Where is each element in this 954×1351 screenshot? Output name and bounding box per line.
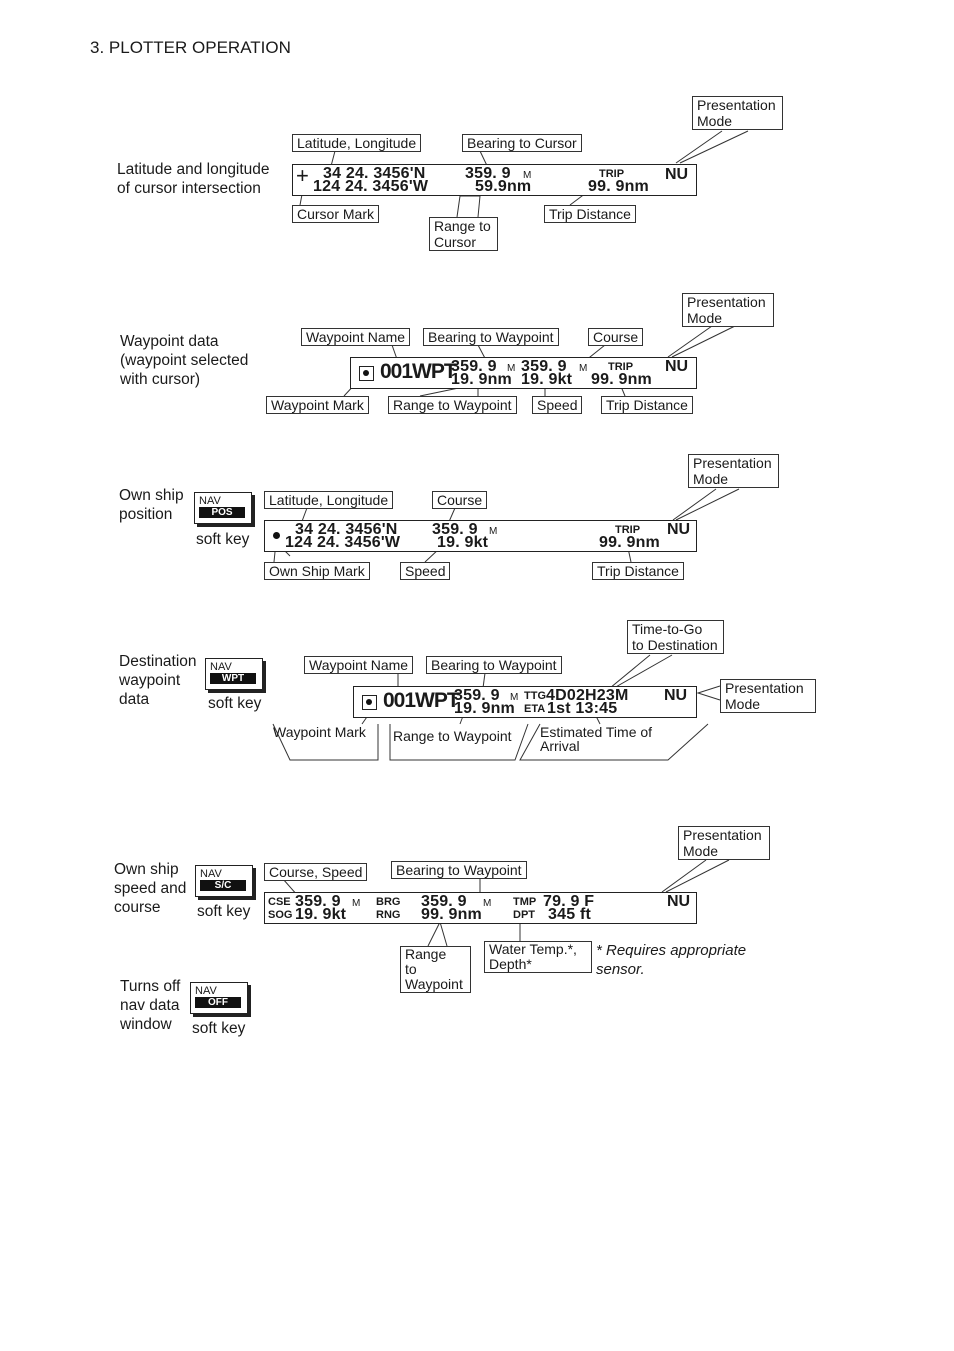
section3-description: Own ship position: [119, 487, 184, 523]
section5-description: Own ship speed and course: [114, 861, 187, 916]
cse-label: CSE: [268, 896, 291, 908]
course-unit: M: [352, 898, 361, 909]
callout-estimated-time-of-arrival: Estimated Time of Arrival: [540, 724, 653, 754]
nav-sc-soft-key[interactable]: [195, 865, 253, 897]
presentation-mode-value: NU: [667, 521, 691, 538]
tmp-label: TMP: [513, 896, 537, 908]
callout-latitude-longitude: Latitude, Longitude: [292, 134, 421, 152]
bearing-value: 359. 9: [421, 893, 467, 910]
callout-presentation-mode: Presentation Mode: [688, 454, 779, 488]
section1-description: Latitude and longitude of cursor intersection: [117, 161, 270, 197]
own-ship-latitude: 34 24. 3456'N: [295, 521, 398, 538]
nav-pos-soft-key[interactable]: [194, 492, 252, 524]
section4-description: Destination waypoint data: [119, 653, 197, 708]
cursor-longitude: 124 24. 3456'W: [313, 178, 429, 195]
sensor-note: * Requires appropriate sensor.: [596, 942, 747, 978]
callout-waypoint-mark: Waypoint Mark: [273, 724, 366, 740]
bearing-unit: M: [507, 363, 516, 374]
trip-value: 99. 9nm: [591, 371, 652, 388]
cursor-latitude: 34 24. 3456'N: [323, 165, 426, 182]
eta-label: ETA: [524, 703, 546, 715]
soft-key-caption: soft key: [192, 1020, 246, 1037]
callout-presentation-mode: Presentation Mode: [692, 96, 783, 130]
course-value: 359. 9: [432, 521, 478, 538]
nav-window-cursor: [292, 164, 697, 196]
callout-water-temp-depth: Water Temp.*, Depth*: [484, 941, 592, 973]
range-value: 19. 9nm: [454, 700, 515, 717]
callout-waypoint-name: Waypoint Name: [304, 656, 413, 674]
waypoint-mark-icon: [359, 366, 374, 381]
callout-waypoint-name: Waypoint Name: [301, 328, 410, 346]
eta-value: 1st 13:45: [547, 700, 618, 717]
callout-range-to-waypoint: Range to Waypoint: [388, 396, 517, 414]
callout-bearing-to-waypoint: Bearing to Waypoint: [423, 328, 559, 346]
trip-label: TRIP: [599, 168, 625, 180]
callout-range-to-cursor: Range to Cursor: [429, 217, 498, 251]
nav-window-speed-course: [264, 892, 697, 924]
course-unit: M: [489, 526, 498, 537]
callout-latitude-longitude: Latitude, Longitude: [264, 491, 393, 509]
bearing-unit: M: [483, 898, 492, 909]
presentation-mode-value: NU: [664, 687, 688, 704]
bearing-unit: M: [523, 170, 532, 181]
soft-key-caption: soft key: [196, 531, 250, 548]
course-unit: M: [579, 363, 588, 374]
course-value: 359. 9: [295, 893, 341, 910]
range-value: 99. 9nm: [421, 906, 482, 923]
speed-value: 19. 9kt: [521, 371, 573, 388]
own-ship-mark-icon: [273, 532, 280, 539]
soft-key-caption: soft key: [197, 903, 251, 920]
rng-label: RNG: [376, 909, 401, 921]
soft-key-bottom-label: POS: [199, 507, 245, 518]
callout-bearing-to-waypoint: Bearing to Waypoint: [426, 656, 562, 674]
trip-value: 99. 9nm: [599, 534, 660, 551]
bearing-value: 359. 9: [451, 358, 497, 375]
callout-course: Course: [432, 491, 487, 509]
callout-bearing-to-waypoint: Bearing to Waypoint: [391, 861, 527, 879]
callout-range-to-waypoint: Range to Waypoint: [393, 728, 512, 744]
callout-course-speed: Course, Speed: [264, 863, 367, 881]
callout-trip-distance: Trip Distance: [544, 205, 636, 223]
trip-label: TRIP: [608, 361, 634, 373]
nav-window-own-ship: [264, 520, 697, 552]
bearing-value: 359. 9: [465, 165, 511, 182]
soft-key-top-label: NAV: [200, 868, 222, 880]
nav-wpt-soft-key[interactable]: [205, 658, 263, 690]
page-header: 3. PLOTTER OPERATION: [90, 38, 291, 57]
cursor-mark-icon: +: [296, 163, 309, 188]
callout-cursor-mark: Cursor Mark: [292, 205, 379, 223]
trip-value: 99. 9nm: [588, 178, 649, 195]
callout-trip-distance: Trip Distance: [601, 396, 693, 414]
callout-range-to-waypoint: Range to Waypoint: [400, 946, 471, 993]
soft-key-bottom-label: WPT: [210, 673, 256, 684]
soft-key-bottom-label: OFF: [195, 997, 241, 1008]
ttg-value: 4D02H23M: [546, 687, 629, 704]
water-temp-value: 79. 9 F: [543, 893, 595, 910]
soft-key-top-label: NAV: [210, 661, 232, 673]
section6-description: Turns off nav data window: [120, 978, 181, 1033]
course-value: 359. 9: [521, 358, 567, 375]
section2-description: Waypoint data (waypoint selected with cursor): [120, 333, 249, 388]
waypoint-name: 001WPT: [380, 360, 456, 383]
waypoint-mark-icon: [362, 695, 377, 710]
soft-key-top-label: NAV: [195, 985, 217, 997]
brg-label: BRG: [376, 896, 401, 908]
presentation-mode-value: NU: [667, 893, 691, 910]
callout-presentation-mode: Presentation Mode: [678, 826, 770, 860]
nav-window-destination: [353, 686, 697, 718]
ttg-label: TTG: [524, 690, 546, 702]
callout-presentation-mode: Presentation Mode: [720, 679, 816, 713]
nav-off-soft-key[interactable]: [190, 982, 248, 1014]
range-value: 19. 9nm: [451, 371, 512, 388]
waypoint-name: 001WPT: [383, 689, 459, 712]
bearing-unit: M: [510, 692, 519, 703]
presentation-mode-value: NU: [665, 166, 689, 183]
dpt-label: DPT: [513, 909, 535, 921]
speed-value: 19. 9kt: [437, 534, 489, 551]
presentation-mode-value: NU: [665, 358, 689, 375]
callout-course: Course: [588, 328, 643, 346]
callout-waypoint-mark: Waypoint Mark: [266, 396, 369, 414]
speed-value: 19. 9kt: [295, 906, 347, 923]
callout-speed: Speed: [532, 396, 582, 414]
sog-label: SOG: [268, 909, 293, 921]
soft-key-top-label: NAV: [199, 495, 221, 507]
callout-presentation-mode: Presentation Mode: [682, 293, 774, 327]
range-value: 59.9nm: [475, 178, 532, 195]
trip-label: TRIP: [615, 524, 641, 536]
callout-time-to-go: Time-to-Go to Destination: [627, 620, 724, 654]
soft-key-bottom-label: S/C: [200, 880, 246, 891]
callout-own-ship-mark: Own Ship Mark: [264, 562, 370, 580]
soft-key-caption: soft key: [208, 695, 262, 712]
depth-value: 345 ft: [548, 906, 591, 923]
nav-window-waypoint: [350, 357, 697, 389]
callout-speed: Speed: [400, 562, 450, 580]
bearing-value: 359. 9: [454, 687, 500, 704]
own-ship-longitude: 124 24. 3456'W: [285, 534, 401, 551]
callout-bearing-to-cursor: Bearing to Cursor: [462, 134, 582, 152]
callout-trip-distance: Trip Distance: [592, 562, 684, 580]
